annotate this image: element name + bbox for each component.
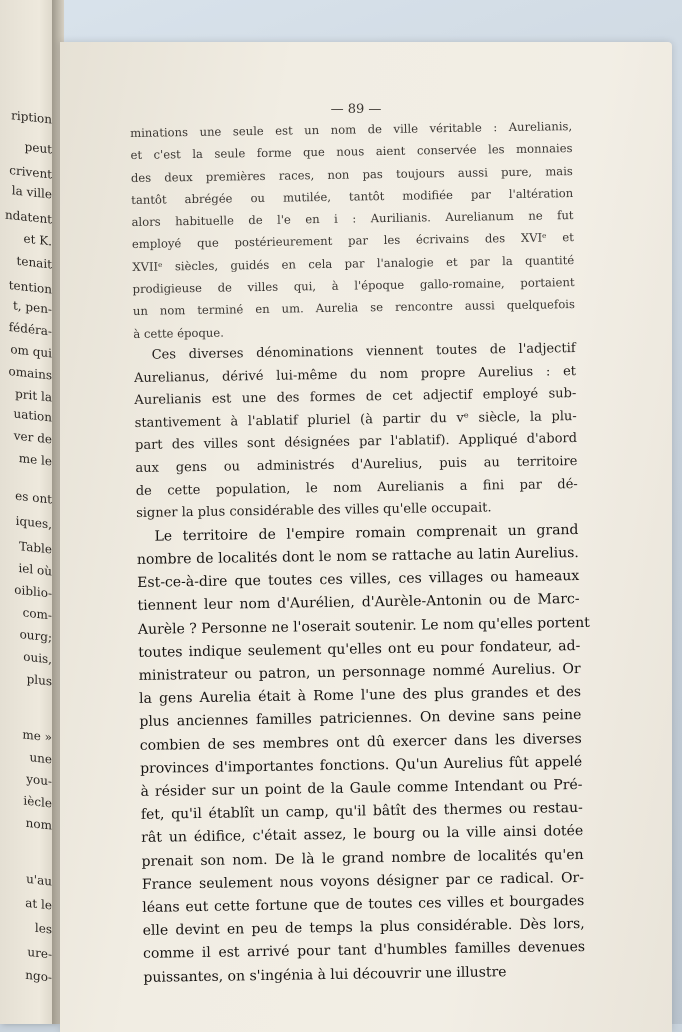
text-line: rât un édifice, c'était assez, le bourg ou la ville ainsi dotée <box>141 823 584 847</box>
left-page-fragment: prit la <box>15 386 52 405</box>
left-page-fragment: iques, <box>15 513 52 532</box>
left-page-fragment: me » <box>22 727 52 745</box>
text-line: fet, qu'il établît un camp, qu'il bâtît des thermes ou restau- <box>140 800 583 824</box>
left-page-fragment: ndatent <box>4 207 52 227</box>
text-line: signer la plus considérable des villes qu'elle occupait. <box>136 500 492 522</box>
left-page-fragment: you- <box>26 771 52 789</box>
text-line: Aurèle ? Personne ne l'oserait soutenir. Le nom qu'elles portent <box>137 614 590 638</box>
text-line: minations une seule est un nom de ville véritable : Aurelianis, <box>130 119 573 140</box>
text-line: léans eut cette fortune que de toutes ces villes et bourgades <box>142 892 585 916</box>
left-page-fragment: at le <box>25 895 52 913</box>
text-line: aux gens ou administrés d'Aurelius, puis au territoire <box>135 453 578 476</box>
text-line: comme il est arrivé pour tant d'humbles familles devenues <box>142 939 586 963</box>
left-page-fragment: uation <box>13 406 52 425</box>
left-page-fragment: Table <box>19 539 52 557</box>
left-page-fragment: ngo- <box>25 967 52 985</box>
left-page-fragment: peut <box>24 139 52 157</box>
left-page-fragment: tention <box>8 277 52 297</box>
text-line: Ces diverses dénominations viennent toutes de l'adjectif <box>151 340 576 363</box>
text-line: de cette population, le nom Aurelianis a fini par dé- <box>135 476 578 499</box>
left-page-fragment: om qui <box>10 342 52 361</box>
left-page-fragment: fédéra- <box>8 319 52 339</box>
left-page-fragment: t, pen- <box>12 298 52 317</box>
left-page-fragment: les <box>34 920 52 937</box>
left-page-fragment: nom <box>25 815 52 833</box>
body-text <box>130 115 590 990</box>
left-page-fragment: omains <box>8 363 52 383</box>
left-page-fragment: et K. <box>23 231 52 249</box>
text-line: à résider sur un point de la Gaule comme Intendant ou Pré- <box>140 776 583 800</box>
text-line: XVIIᵉ siècles, guidés en cela par l'analogie et par la quantité <box>132 252 575 274</box>
left-page-fragment: iel où <box>18 560 52 579</box>
left-facing-page <box>0 0 56 1024</box>
text-line: elle devint en peu de temps la plus considérable. Dès lors, <box>142 916 585 940</box>
text-line: des deux premières races, non pas toujours aussi pure, mais <box>130 163 573 185</box>
text-line: un nom terminé en um. Aurelia se rencontre aussi quelquefois <box>132 297 576 319</box>
left-page-fragment: tenait <box>16 253 52 272</box>
left-page-fragment: la ville <box>11 183 52 202</box>
text-line: à cette époque. <box>133 325 224 341</box>
text-line: ministrateur ou patron, un personnage nommé Aurelius. Or <box>138 660 581 684</box>
left-page-fragment: ure- <box>27 944 52 962</box>
text-line: Aurelianis est une des formes de cet adjectif employé sub- <box>134 386 577 409</box>
text-line: Aurelianus, dérivé lui-même du nom propre Aurelius : et <box>133 363 577 386</box>
left-page-fragment: iècle <box>23 793 52 811</box>
text-line: la gens Aurelia était à Rome l'une des plus grandes et des <box>138 684 582 708</box>
text-line: part des villes sont désignées par l'ablatif). Appliqué d'abord <box>134 431 578 454</box>
text-line: plus anciennes familles patriciennes. On devine sans peine <box>139 707 582 731</box>
text-line: provinces d'importantes fonctions. Qu'un Aurelius fût appelé <box>140 753 583 777</box>
left-page-fragment: es ont <box>15 488 52 507</box>
left-page-fragment: oiblio- <box>14 582 52 601</box>
text-line: France seulement nous voyons désigner par ce radical. Or- <box>141 869 585 893</box>
left-page-fragment: ription <box>11 108 52 127</box>
left-page-fragment: ver de <box>13 428 52 447</box>
text-line: employé que postérieurement par les écrivains des XVIᵉ et <box>131 230 574 252</box>
text-line: puissantes, on s'ingénia à lui découvrir une illustre <box>143 963 507 986</box>
left-page-fragment: plus <box>26 671 52 689</box>
text-line: alors habituelle de l'e en i : Aurilianis. Aurelianum ne fut <box>131 208 574 230</box>
text-line: prenait son nom. De là le grand nombre de localités qu'en <box>141 846 584 870</box>
text-line: toutes indique seulement qu'elles ont eu pour fondateur, ad- <box>138 637 581 661</box>
left-page-fragment: u'au <box>26 871 52 889</box>
left-page-fragment: me le <box>18 451 52 469</box>
text-line: Est-ce-à-dire que toutes ces villes, ces villages ou hameaux <box>137 568 580 592</box>
text-line: tiennent leur nom d'Aurélien, d'Aurèle-Antonin ou de Marc- <box>137 591 580 615</box>
text-line: et c'est la seule forme que nous aient conservée les monnaies <box>130 141 573 163</box>
left-page-fragment: com- <box>22 605 52 623</box>
text-line: Le territoire de l'empire romain comprenait un grand <box>154 521 579 545</box>
text-line: stantivement à l'ablatif pluriel (à partir du vᵉ siècle, la plu- <box>134 408 577 431</box>
text-line: combien de ses membres ont dû exercer dans les diverses <box>139 730 582 754</box>
left-page-fragment: ouis, <box>23 649 52 667</box>
text-line: nombre de localités dont le nom se rattache au latin Aurelius. <box>136 544 579 568</box>
text-line: tantôt abrégée ou mutilée, tantôt modifiée par l'altération <box>131 185 574 207</box>
page-number: — 89 — <box>330 102 382 117</box>
left-page-fragment: une <box>29 750 52 767</box>
left-page-fragment: ourg; <box>19 627 52 645</box>
left-page-fragment: crivent <box>9 163 52 182</box>
text-line: prodigieuse de villes qui, à l'époque gallo-romaine, portaient <box>132 275 575 297</box>
